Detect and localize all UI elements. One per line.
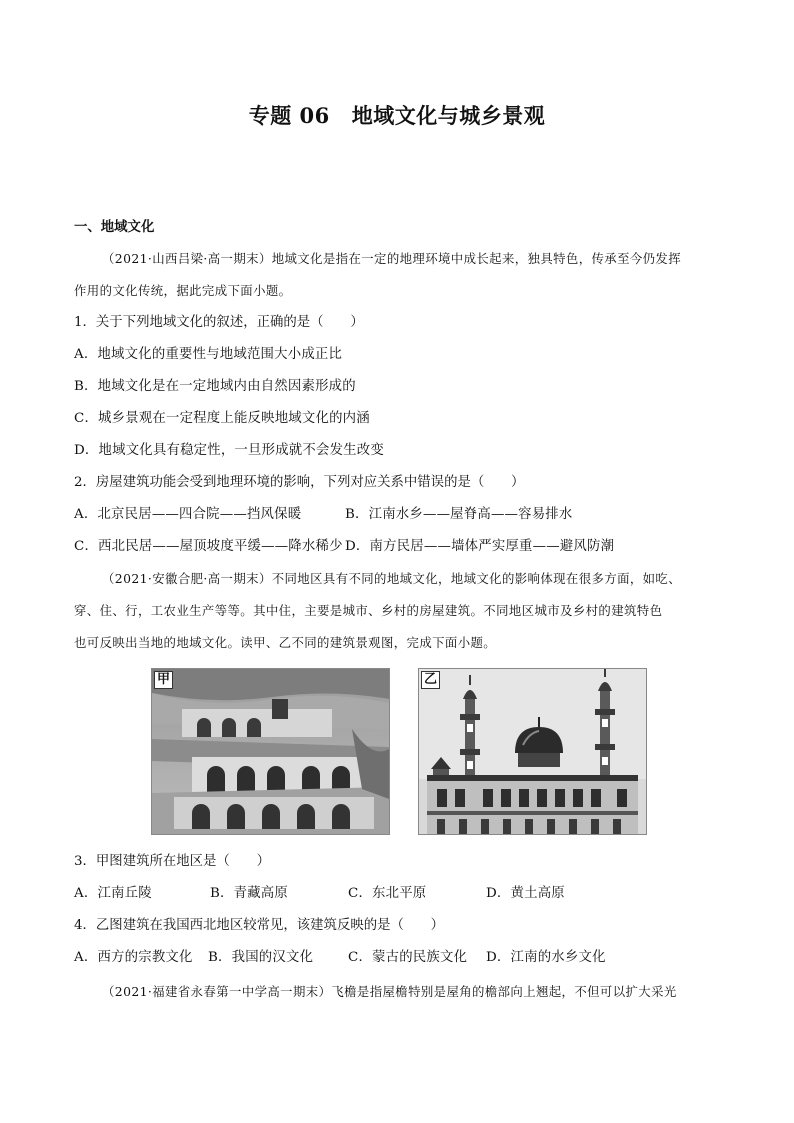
q1-option-d: D．地域文化具有稳定性，一旦形成就不会发生改变 [74, 443, 384, 458]
q2-option-b: B．江南水乡——屋脊高——容易排水 [345, 507, 573, 522]
q3-option-c: C．东北平原 [348, 886, 427, 901]
q2-options-row1 [74, 505, 573, 525]
q3-stem: 3．甲图建筑所在地区是（ ） [74, 854, 270, 869]
q2-option-c: C．西北民居——屋顶坡度平缓——降水稀少 [74, 539, 343, 554]
q3-option-d: D．黄土高原 [486, 886, 565, 901]
q3-options-row [74, 884, 565, 904]
intro2-line3: 也可反映出当地的地域文化。读甲、乙不同的建筑景观图，完成下面小题。 [74, 635, 497, 650]
q4-options-row [74, 948, 606, 968]
intro2-line1: （2021·安徽合肥·高一期末）不同地区具有不同的地域文化，地域文化的影响体现在很多方面，如吃、 [102, 571, 682, 586]
title-prefix: 专题 06 [248, 103, 330, 128]
q4-stem: 4．乙图建筑在我国西北地区较常见，该建筑反映的是（ ） [74, 918, 445, 933]
figure-label-jia: 甲 [154, 671, 173, 689]
intro1-line2: 作用的文化传统，据此完成下面小题。 [74, 283, 292, 298]
cave-dwelling-photo [152, 669, 389, 834]
q4-option-c: C．蒙古的民族文化 [348, 950, 468, 965]
q1-option-c: C．城乡景观在一定程度上能反映地域文化的内涵 [74, 411, 370, 426]
q4-option-d: D．江南的水乡文化 [486, 950, 606, 965]
figure-yi-mosque [418, 668, 647, 835]
q2-stem: 2．房屋建筑功能会受到地理环境的影响，下列对应关系中错误的是（ ） [74, 475, 525, 490]
q2-options-row2 [74, 537, 614, 557]
q1-option-b: B．地域文化是在一定地域内由自然因素形成的 [74, 379, 356, 394]
page-title [0, 100, 794, 130]
title-main: 地域文化与城乡景观 [351, 103, 546, 128]
intro2-line2: 穿、住、行，工农业生产等等。其中住，主要是城市、乡村的房屋建筑。不同地区城市及乡村的建筑特色 [74, 603, 663, 618]
q4-option-b: B．我国的汉文化 [208, 950, 314, 965]
section-heading: 一、地域文化 [74, 219, 155, 235]
q1-option-a: A．地域文化的重要性与地域范围大小成正比 [74, 347, 343, 362]
q1-stem: 1．关于下列地域文化的叙述，正确的是（ ） [74, 315, 364, 330]
figure-jia-cave-dwellings [151, 668, 390, 835]
intro3-line1: （2021·福建省永春第一中学高一期末）飞檐是指屋檐特别是屋角的檐部向上翘起，不但可以扩大采光 [102, 984, 677, 999]
figure-label-yi: 乙 [421, 671, 440, 689]
mosque-photo [419, 669, 646, 834]
intro1-line1: （2021·山西吕梁·高一期末）地域文化是指在一定的地理环境中成长起来，独具特色，传承至今仍发挥 [102, 251, 682, 266]
q3-option-b: B．青藏高原 [210, 886, 288, 901]
q3-option-a: A．江南丘陵 [74, 886, 152, 901]
q2-option-d: D．南方民居——墙体严实厚重——避风防潮 [345, 539, 615, 554]
q2-option-a: A．北京民居——四合院——挡风保暖 [74, 507, 302, 522]
q4-option-a: A．西方的宗教文化 [74, 950, 193, 965]
